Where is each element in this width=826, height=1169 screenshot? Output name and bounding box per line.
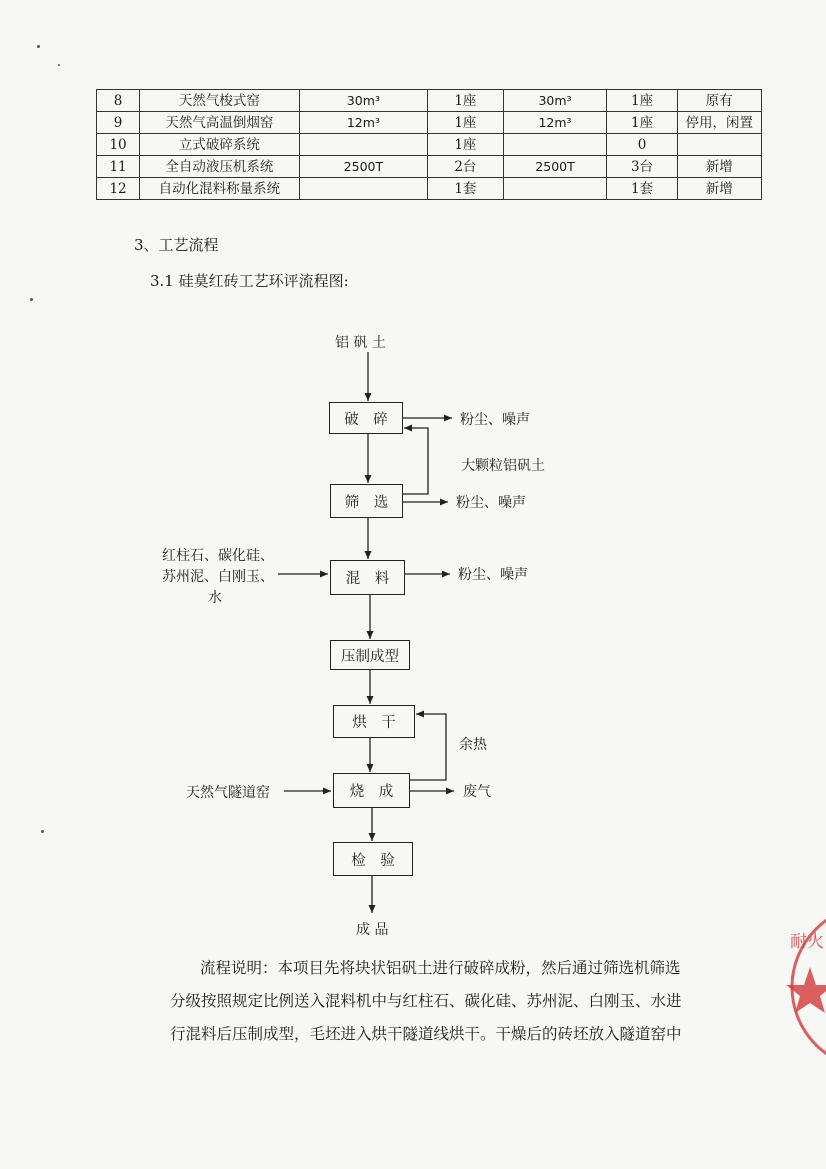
- table-cell: 原有: [677, 90, 761, 112]
- recycle-label: 大颗粒铝矾土: [461, 458, 545, 474]
- flow-output-label: 成 品: [356, 922, 389, 938]
- table-cell: 8: [97, 90, 140, 112]
- table-cell: 天然气梭式窑: [140, 90, 300, 112]
- scan-speck: [30, 298, 33, 301]
- table-cell: 新增: [677, 178, 761, 200]
- table-cell: 2500T: [299, 156, 428, 178]
- table-cell: 10: [97, 134, 140, 156]
- emission-screen: 粉尘、噪声: [456, 495, 526, 511]
- heat-label: 余热: [459, 737, 487, 753]
- step-crush: 破 碎: [329, 402, 403, 434]
- table-cell: 12m³: [503, 112, 607, 134]
- emission-crush: 粉尘、噪声: [460, 412, 530, 428]
- mix-inputs-line-2: 苏州泥、白刚玉、: [162, 569, 274, 585]
- step-mix: 混 料: [330, 560, 405, 595]
- table-cell: 30m³: [503, 90, 607, 112]
- mix-inputs-line-1: 红柱石、碳化硅、: [162, 548, 274, 564]
- table-cell: 2台: [428, 156, 503, 178]
- step-screen: 筛 选: [330, 484, 403, 518]
- kiln-input-label: 天然气隧道窑: [186, 785, 270, 801]
- table-cell: 停用，闲置: [677, 112, 761, 134]
- step-inspect: 检 验: [333, 842, 413, 876]
- emission-fire: 废气: [463, 784, 491, 800]
- description-line-2: 分级按照规定比例送入混料机中与红柱石、碳化硅、苏州泥、白刚玉、水进: [170, 992, 682, 1010]
- section-subheading: 3.1 硅莫红砖工艺环评流程图:: [150, 272, 349, 290]
- table-cell: 2500T: [503, 156, 607, 178]
- description-line-1: 流程说明：本项目先将块状铝矾土进行破碎成粉，然后通过筛选机筛选: [200, 959, 681, 977]
- step-press: 压制成型: [330, 640, 410, 670]
- table-cell: 1套: [428, 178, 503, 200]
- table-cell: 1座: [607, 112, 677, 134]
- mix-inputs-line-3: 水: [208, 590, 222, 606]
- emission-mix: 粉尘、噪声: [458, 567, 528, 583]
- table-cell: 3台: [607, 156, 677, 178]
- step-dry: 烘 干: [333, 705, 415, 738]
- process-description-cont: [170, 985, 730, 1051]
- table-cell: 1座: [428, 134, 503, 156]
- table-cell: 9: [97, 112, 140, 134]
- table-cell: 1座: [428, 112, 503, 134]
- arrow-recycle-loop: [403, 428, 428, 494]
- table-cell: 11: [97, 156, 140, 178]
- table-cell: 1套: [607, 178, 677, 200]
- table-cell: 0: [607, 134, 677, 156]
- flow-input-label: 铝 矾 土: [335, 335, 386, 351]
- description-line-3: 行混料后压制成型，毛坯进入烘干隧道线烘干。干燥后的砖坯放入隧道窑中: [170, 1025, 682, 1043]
- arrow-heat-loop: [410, 714, 446, 780]
- section-heading: 3、工艺流程: [134, 236, 219, 254]
- process-description: [200, 952, 760, 985]
- table-cell: 12: [97, 178, 140, 200]
- step-fire: 烧 成: [333, 773, 410, 808]
- table-cell: 30m³: [299, 90, 428, 112]
- table-cell: 1座: [607, 90, 677, 112]
- scan-speck: [37, 45, 40, 48]
- seal-graphic: [782, 905, 826, 1075]
- table-cell: 立式破碎系统: [140, 134, 300, 156]
- table-cell: 全自动液压机系统: [140, 156, 300, 178]
- table-cell: 自动化混料称量系统: [140, 178, 300, 200]
- table-cell: 新增: [677, 156, 761, 178]
- table-cell: 天然气高温倒烟窑: [140, 112, 300, 134]
- seal-text: 耐火: [790, 932, 824, 952]
- scan-speck: [58, 64, 60, 66]
- scan-speck: [41, 830, 44, 833]
- red-seal-stamp: [782, 905, 826, 1075]
- table-cell: 12m³: [299, 112, 428, 134]
- table-cell: 1座: [428, 90, 503, 112]
